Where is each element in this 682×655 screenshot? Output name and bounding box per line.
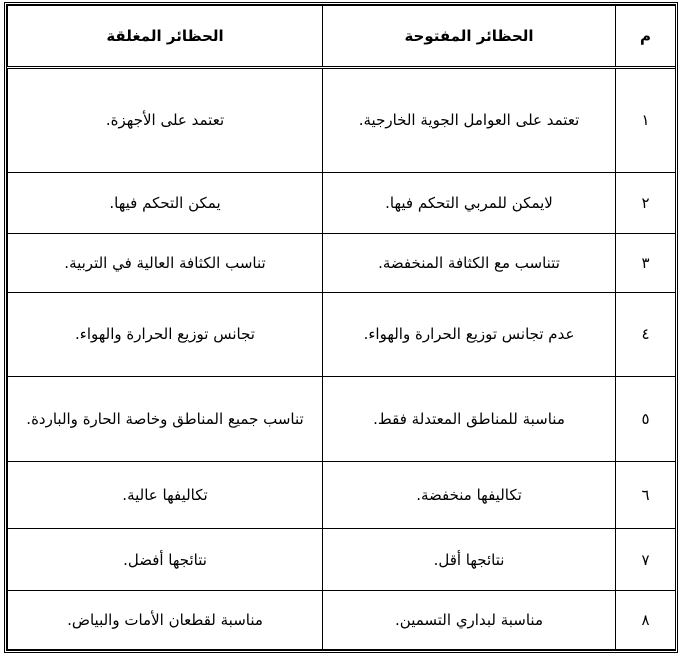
open-barn-cell: تكاليفها منخفضة. [323, 462, 616, 529]
row-number: ٤ [616, 293, 676, 376]
open-barn-cell: عدم تجانس توزيع الحرارة والهواء. [323, 293, 616, 376]
closed-barn-cell: تعتمد على الأجهزة. [8, 68, 323, 173]
table-row [8, 462, 676, 529]
comparison-table-frame [4, 2, 678, 653]
header-closed-barns: الحظائر المغلقة [8, 6, 323, 68]
closed-barn-cell: تكاليفها عالية. [8, 462, 323, 529]
closed-barn-cell: تجانس توزيع الحرارة والهواء. [8, 293, 323, 376]
open-barn-cell: لايمكن للمربي التحكم فيها. [323, 172, 616, 233]
open-barn-cell: مناسبة للمناطق المعتدلة فقط. [323, 376, 616, 461]
table-row [8, 529, 676, 590]
closed-barn-cell: نتائجها أفضل. [8, 529, 323, 590]
row-number: ٢ [616, 172, 676, 233]
table-row [8, 172, 676, 233]
table-row [8, 590, 676, 649]
open-barn-cell: مناسبة لبداري التسمين. [323, 590, 616, 649]
closed-barn-cell: يمكن التحكم فيها. [8, 172, 323, 233]
row-number: ٣ [616, 233, 676, 292]
row-number: ١ [616, 68, 676, 173]
closed-barn-cell: تناسب جميع المناطق وخاصة الحارة والباردة. [8, 376, 323, 461]
header-open-barns: الحظائر المفتوحة [323, 6, 616, 68]
comparison-table [7, 5, 676, 650]
table-row [8, 233, 676, 292]
table-row [8, 293, 676, 376]
closed-barn-cell: تناسب الكثافة العالية في التربية. [8, 233, 323, 292]
row-number: ٧ [616, 529, 676, 590]
table-row [8, 68, 676, 173]
open-barn-cell: نتائجها أقل. [323, 529, 616, 590]
header-num: م [616, 6, 676, 68]
table-row [8, 376, 676, 461]
row-number: ٨ [616, 590, 676, 649]
row-number: ٥ [616, 376, 676, 461]
header-row [8, 6, 676, 68]
open-barn-cell: تتناسب مع الكثافة المنخفضة. [323, 233, 616, 292]
open-barn-cell: تعتمد على العوامل الجوية الخارجية. [323, 68, 616, 173]
row-number: ٦ [616, 462, 676, 529]
closed-barn-cell: مناسبة لقطعان الأمات والبياض. [8, 590, 323, 649]
